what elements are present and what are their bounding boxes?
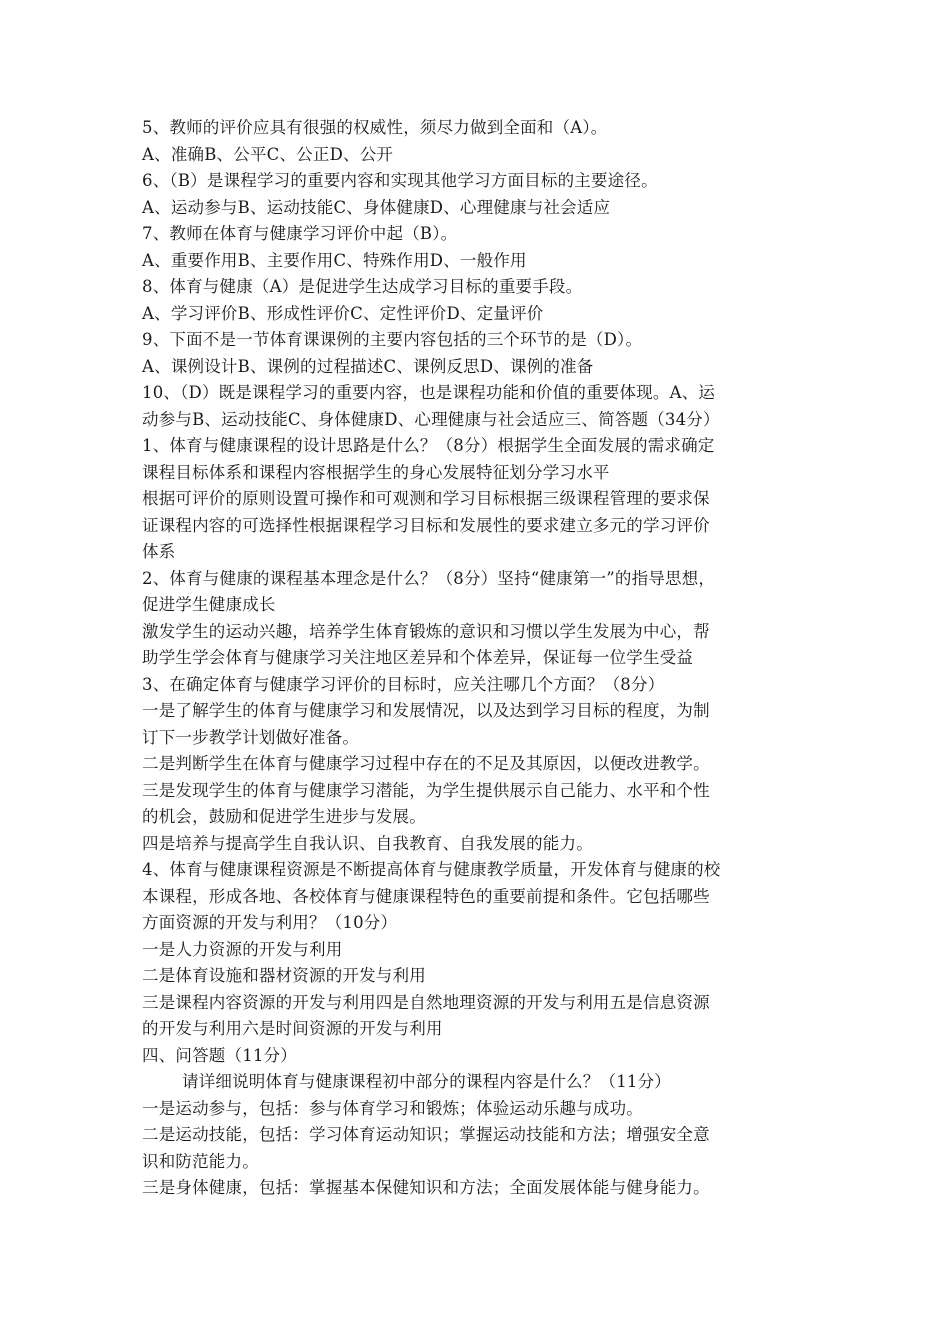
short-answer-1-line: 根据可评价的原则设置可操作和可观测和学习目标根据三级课程管理的要求保 (142, 489, 710, 508)
question-10: 10、（D）既是课程学习的重要内容，也是课程功能和价值的重要体现。A、运 (142, 383, 716, 402)
options-5: A、准确B、公平C、公正D、公开 (142, 144, 394, 164)
short-answer-2-line: 激发学生的运动兴趣，培养学生体育锻炼的意识和习惯以学生发展为中心，帮 (142, 621, 710, 641)
short-answer-2-line: 促进学生健康成长 (142, 595, 276, 614)
options-7: A、重要作用B、主要作用C、特殊作用D、一般作用 (142, 250, 527, 270)
short-answer-1: 1、体育与健康课程的设计思路是什么？（8分）根据学生全面发展的需求确定 (142, 436, 715, 455)
essay-answer-line: 二是运动技能，包括：学习体育运动知识；掌握运动技能和方法；增强安全意 (142, 1125, 710, 1144)
options-8: A、学习评价B、形成性评价C、定性评价D、定量评价 (142, 303, 544, 323)
essay-answer-line: 三是身体健康，包括：掌握基本保健知识和方法；全面发展体能与健身能力。 (142, 1178, 710, 1197)
short-answer-2: 2、体育与健康的课程基本理念是什么？（8分）坚持“健康第一”的指导思想， (142, 568, 716, 588)
question-7: 7、教师在体育与健康学习评价中起（B）。 (142, 224, 458, 243)
short-answer-3-line: 二是判断学生在体育与健康学习过程中存在的不足及其原因，以便改进教学。 (142, 754, 710, 773)
question-9: 9、下面不是一节体育课课例的主要内容包括的三个环节的是（D）。 (142, 330, 643, 349)
options-6: A、运动参与B、运动技能C、身体健康D、心理健康与社会适应 (142, 197, 611, 217)
short-answer-3-line: 四是培养与提高学生自我认识、自我教育、自我发展的能力。 (142, 833, 593, 853)
short-answer-4-line: 一是人力资源的开发与利用 (142, 939, 343, 959)
options-9: A、课例设计B、课例的过程描述C、课例反思D、课例的准备 (142, 356, 594, 376)
short-answer-1-line: 证课程内容的可选择性根据课程学习目标和发展性的要求建立多元的学习评价 (142, 515, 710, 535)
short-answer-1-line: 课程目标体系和课程内容根据学生的身心发展特征划分学习水平 (142, 462, 610, 482)
short-answer-3-line: 三是发现学生的体育与健康学习潜能，为学生提供展示自己能力、水平和个性 (142, 780, 710, 800)
short-answer-4-line: 三是课程内容资源的开发与利用四是自然地理资源的开发与利用五是信息资源 (142, 992, 710, 1012)
short-answer-3: 3、在确定体育与健康学习评价的目标时，应关注哪几个方面？（8分） (142, 674, 665, 694)
short-answer-4-line: 的开发与利用六是时间资源的开发与利用 (142, 1019, 443, 1038)
short-answer-1-line: 体系 (142, 542, 176, 561)
essay-answer-line: 识和防范能力。 (142, 1151, 259, 1171)
short-answer-4-line: 方面资源的开发与利用？（10分） (142, 913, 398, 932)
document-body (142, 115, 822, 1202)
short-answer-4-line: 本课程，形成各地、各校体育与健康课程特色的重要前提和条件。它包括哪些 (142, 886, 710, 906)
essay-question: 请详细说明体育与健康课程初中部分的课程内容是什么？（11分） (182, 1072, 671, 1091)
short-answer-4-line: 二是体育设施和器材资源的开发与利用 (142, 966, 426, 985)
section-heading-4: 四、问答题（11分） (142, 1045, 297, 1065)
question-6: 6、（B）是课程学习的重要内容和实现其他学习方面目标的主要途径。 (142, 171, 658, 190)
essay-answer-line: 一是运动参与，包括：参与体育学习和锻炼；体验运动乐趣与成功。 (142, 1098, 643, 1118)
question-8: 8、体育与健康（A）是促进学生达成学习目标的重要手段。 (142, 277, 583, 296)
short-answer-3-line: 一是了解学生的体育与健康学习和发展情况，以及达到学习目标的程度，为制 (142, 701, 710, 720)
short-answer-2-line: 助学生学会体育与健康学习关注地区差异和个体差异，保证每一位学生受益 (142, 648, 694, 667)
short-answer-4: 4、体育与健康课程资源是不断提高体育与健康教学质量，开发体育与健康的校 (142, 860, 721, 879)
question-5: 5、教师的评价应具有很强的权威性，须尽力做到全面和（A）。 (142, 118, 608, 137)
short-answer-3-line: 的机会，鼓励和促进学生进步与发展。 (142, 807, 426, 826)
question-10-cont: 动参与B、运动技能C、身体健康D、心理健康与社会适应三、简答题（34分） (142, 409, 720, 429)
short-answer-3-line: 订下一步教学计划做好准备。 (142, 727, 360, 747)
